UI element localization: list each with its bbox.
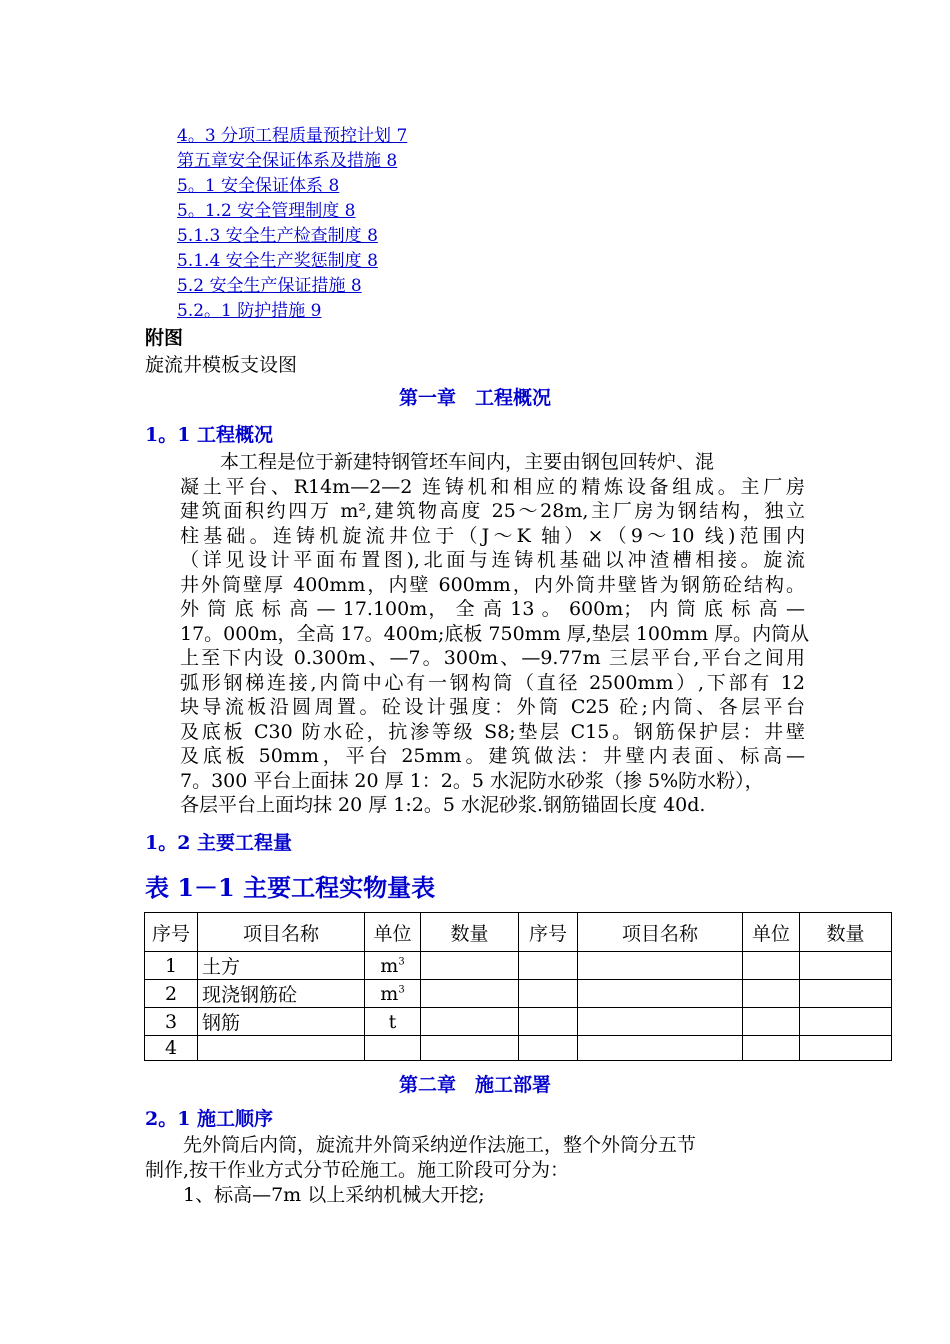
row-number: 2 — [145, 980, 198, 1008]
table-row — [145, 1008, 892, 1036]
header-cell: 项目名称 — [198, 913, 365, 952]
paragraph-line: （详见设计平面布置图),北面与连铸机基础以冲渣槽相接。旋流 — [180, 549, 805, 571]
paragraph-line: 17。000m，全高 17。400m;底板 750mm 厚,垫层 100mm 厚。内筒从 — [180, 622, 810, 645]
header-cell: 单位 — [743, 913, 800, 952]
table-row — [145, 1036, 892, 1061]
row-number: 4 — [145, 1036, 198, 1061]
header-cell: 序号 — [519, 913, 578, 952]
table-header-row — [145, 913, 892, 952]
toc-link[interactable]: 5.2。1 防护措施 9 — [177, 301, 322, 321]
section-1-2-title: 1。2 主要工程量 — [145, 832, 293, 854]
toc-link[interactable]: 5。1 安全保证体系 8 — [177, 176, 340, 196]
paragraph-line: 1、标高—7m 以上采纳机械大开挖; — [183, 1184, 485, 1206]
paragraph-line: 及底板 50mm，平台 25mm。建筑做法：井壁内表面、标高— — [180, 745, 805, 767]
item-unit: $m^3$ — [365, 952, 421, 980]
header-cell: 单位 — [365, 913, 421, 952]
toc-link[interactable]: 5.2 安全生产保证措施 8 — [177, 276, 362, 296]
toc-link[interactable]: 5.1.4 安全生产奖惩制度 8 — [177, 251, 378, 271]
section-1-1-paragraph — [180, 450, 810, 818]
paragraph-line: 块导流板沿圆周置。砼设计强度：外筒 C25 砼;内筒、各层平台 — [180, 696, 805, 718]
header-cell: 项目名称 — [578, 913, 743, 952]
chapter-1-title: 第一章 工程概况 — [398, 387, 551, 409]
toc-link[interactable]: 4。3 分项工程质量预控计划 7 — [177, 126, 408, 146]
paragraph-line: 凝土平台、R14m—2—2 连铸机和相应的精炼设备组成。主厂房 — [180, 475, 805, 498]
appendix-item: 旋流井模板支设图 — [145, 354, 298, 376]
table-of-contents — [177, 124, 407, 324]
header-cell: 数量 — [421, 913, 519, 952]
section-1-1-title: 1。1 工程概况 — [145, 424, 274, 446]
item-unit: t — [365, 1008, 421, 1036]
item-name: 土方 — [198, 952, 365, 980]
paragraph-line: 7。300 平台上面抹 20 厚 1：2。5 水泥防水砂浆（掺 5%防水粉）， — [180, 769, 764, 792]
quantity-table — [144, 912, 892, 1061]
table-row — [145, 952, 892, 980]
paragraph-line: 及底板 C30 防水砼，抗渗等级 S8;垫层 C15。钢筋保护层：井壁 — [180, 720, 805, 743]
toc-link[interactable]: 5。1.2 安全管理制度 8 — [177, 201, 356, 221]
header-cell: 数量 — [800, 913, 892, 952]
paragraph-line: 外 筒 底 标 高 — 17.100m， 全 高 13 。 600m； 内 筒 底 标 高 — — [180, 598, 805, 620]
row-number: 3 — [145, 1008, 198, 1036]
paragraph-line: 上至下内设 0.300m、—7。300m、—9.77m 三层平台,平台之间用 — [180, 647, 805, 669]
section-2-1-title: 2。1 施工顺序 — [145, 1108, 274, 1130]
item-name: 钢筋 — [198, 1008, 365, 1036]
toc-link[interactable]: 5.1.3 安全生产检查制度 8 — [177, 226, 378, 246]
item-name: 现浇钢筋砼 — [198, 980, 365, 1008]
table-row — [145, 980, 892, 1008]
toc-link[interactable]: 第五章安全保证体系及措施 8 — [177, 151, 398, 171]
paragraph-line: 各层平台上面均抹 20 厚 1:2。5 水泥砂浆.钢筋锚固长度 40d. — [180, 794, 706, 816]
header-cell: 序号 — [145, 913, 198, 952]
chapter-2-title: 第二章 施工部署 — [398, 1074, 551, 1096]
paragraph-line: 先外筒后内筒，旋流井外筒采纳逆作法施工，整个外筒分五节 — [183, 1134, 697, 1156]
item-unit: $m^3$ — [365, 980, 421, 1008]
paragraph-line: 本工程是位于新建特钢管坯车间内，主要由钢包回转炉、混 — [220, 451, 715, 473]
row-number: 1 — [145, 952, 198, 980]
paragraph-line: 建筑面积约四万 m²,建筑物高度 25～28m,主厂房为钢结构，独立 — [180, 500, 805, 522]
item-name — [198, 1036, 365, 1061]
paragraph-line: 制作,按干作业方式分节砼施工。施工阶段可分为： — [145, 1159, 570, 1181]
section-2-1-paragraph — [145, 1133, 805, 1208]
item-unit — [365, 1036, 421, 1061]
table-title: 表 1－1 主要工程实物量表 — [145, 873, 436, 902]
paragraph-line: 柱基础。连铸机旋流井位于（J～K 轴）×（9～10 线)范围内 — [180, 524, 805, 547]
paragraph-line: 弧形钢梯连接,内筒中心有一钢构筒（直径 2500mm）,下部有 12 — [180, 671, 805, 694]
appendix-label: 附图 — [145, 327, 184, 349]
paragraph-line: 井外筒壁厚 400mm，内壁 600mm，内外筒井壁皆为钢筋砼结构。 — [180, 573, 805, 596]
